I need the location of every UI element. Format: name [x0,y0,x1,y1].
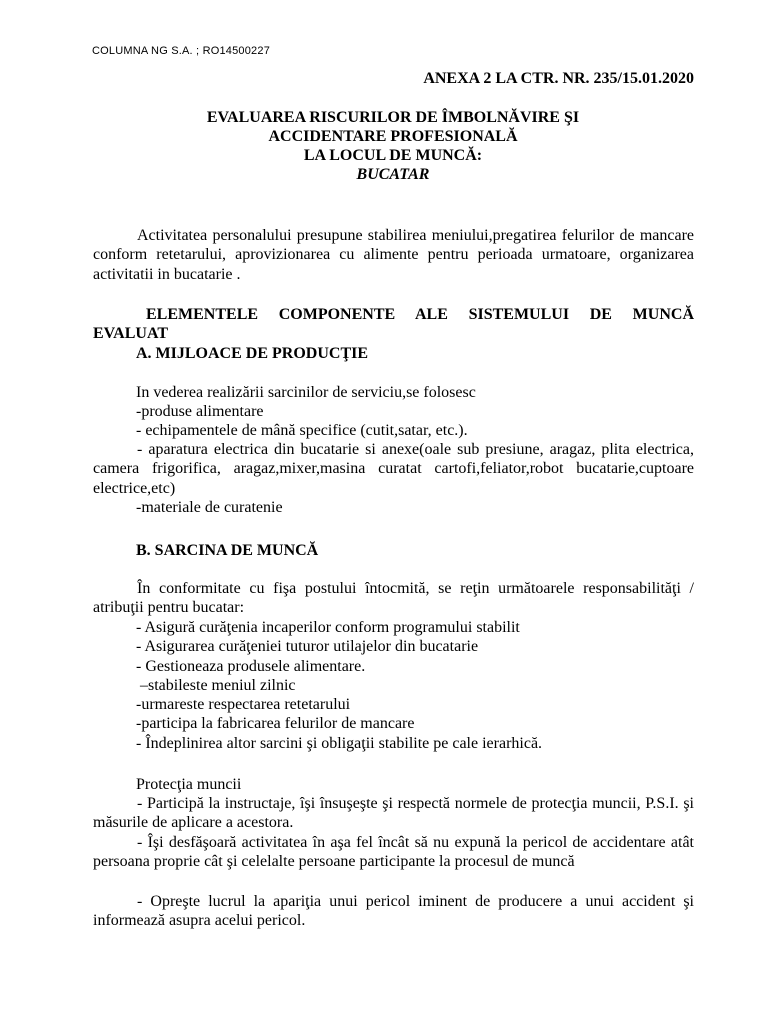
section-b-list [93,618,737,753]
company-header: COLUMNA NG S.A. ; RO14500227 [92,45,271,57]
list-item: -urmareste respectarea retetarului [136,696,351,714]
title-line-2: ACCIDENTARE PROFESIONALĂ [268,128,518,145]
list-item: –stabileste meniul zilnic [136,676,296,694]
section-a-item-2: - echipamentele de mână specifice (cutit,satar, etc.). [136,422,468,439]
title-line-3: LA LOCUL DE MUNCĂ: [303,147,483,164]
annex-reference: ANEXA 2 LA CTR. NR. 235/15.01.2020 [423,70,694,87]
section-a-item-1: -produse alimentare [136,403,264,420]
protection-item-3: - Opreşte lucrul la apariţia unui pericol iminent de producere a unui accident şi informează asupra acelui pericol. [93,893,694,930]
protection-item-1: - Participă la instructaje, îşi însuşeşte şi respectă normele de protecţia muncii, P.S.I. şi măsurile de aplicare a acestora. [93,795,694,832]
section-a-item-3: - aparatura electrica din bucatarie si anexe(oale sub presiune, aragaz, plita electrica, camera frigorifica, aragaz,mixer,masina curatat cartofi,feliator,robot bucatarie,cuptoare electrice,etc) [93,441,694,497]
protection-item-2: - Îşi desfăşoară activitatea în aşa fel încât să nu expună la pericol de accidentare atât persoana proprie cât şi celelalte persoane participante la procesul de muncă [93,834,694,871]
list-item: - Gestioneaza produsele alimentare. [136,657,366,675]
list-item: - Asigurarea curăţeniei tuturor utilajelor din bucatarie [136,638,479,656]
job-title: BUCATAR [356,166,430,183]
intro-paragraph: Activitatea personalului presupune stabilirea meniului,pregatirea felurilor de mancare conform retetarului, aprovizionarea cu alimente pentru perioada urmatoare, organizarea activitatii in bucatarie . [93,227,694,283]
section-a-lead: In vederea realizării sarcinilor de serviciu,se folosesc [136,384,476,401]
protection-heading: Protecţia muncii [136,776,242,793]
document-title [92,108,694,184]
title-line-1: EVALUAREA RISCURILOR DE ÎMBOLNĂVIRE ŞI [206,109,580,126]
list-item: -participa la fabricarea felurilor de mancare [136,715,415,733]
list-item: - Îndeplinirea altor sarcini şi obligaţii stabilite pe cale ierarhică. [136,734,543,752]
section-main-heading [93,305,694,344]
section-a-item-4: -materiale de curatenie [136,499,283,516]
section-b-heading: B. SARCINA DE MUNCĂ [136,542,319,559]
section-main-line-1: ELEMENTELE COMPONENTE ALE SISTEMULUI DE MUNCĂ [146,306,694,323]
section-main-line-2: EVALUAT [93,325,168,343]
section-a-heading: A. MIJLOACE DE PRODUCŢIE [136,345,369,362]
list-item: - Asigură curăţenia incaperilor conform programului stabilit [136,619,520,636]
section-b-lead: În conformitate cu fişa postului întocmită, se reţin următoarele responsabilităţi / atribuţii pentru bucatar: [93,580,694,617]
